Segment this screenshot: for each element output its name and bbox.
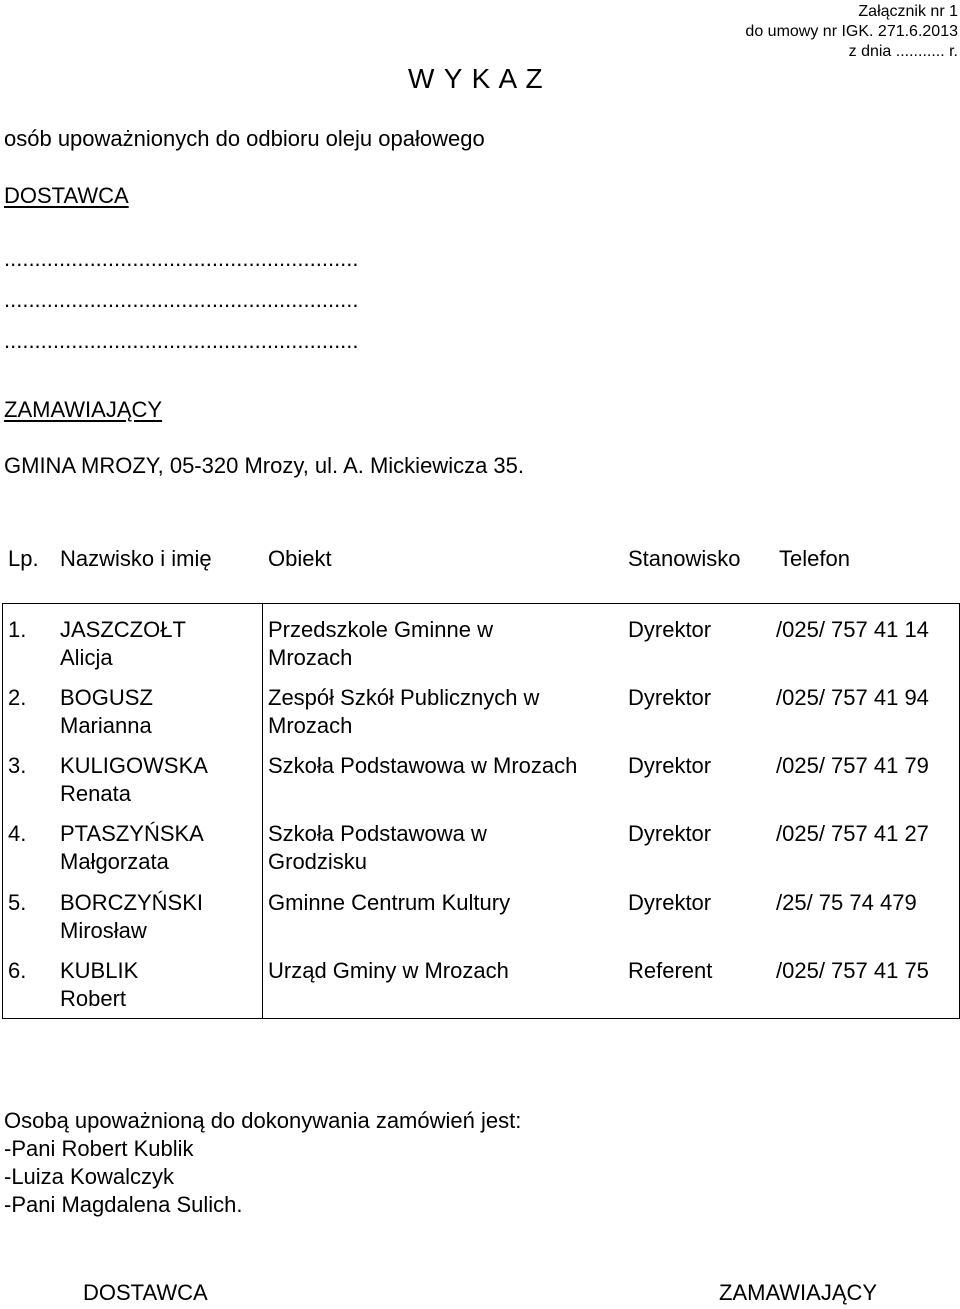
signature-orderer: ZAMAWIAJĄCY <box>719 1280 878 1305</box>
annex-line-3: z dnia ........... r. <box>848 43 958 60</box>
row-lp: 3. <box>8 753 27 778</box>
row-lp: 1. <box>8 617 27 642</box>
row-object: Gminne Centrum Kultury <box>268 890 511 915</box>
header-object: Obiekt <box>268 546 332 571</box>
row-position: Dyrektor <box>628 890 712 915</box>
row-object-cont: Mrozach <box>268 713 353 738</box>
annex-line-2: do umowy nr IGK. 271.6.2013 <box>745 23 958 40</box>
row-phone: /025/ 757 41 14 <box>776 617 929 642</box>
row-surname: JASZCZOŁT <box>60 617 186 642</box>
row-surname: BORCZYŃSKI <box>60 890 204 915</box>
row-object: Urząd Gminy w Mrozach <box>268 958 509 983</box>
row-lp: 6. <box>8 958 27 983</box>
orderer-address: GMINA MROZY, 05-320 Mrozy, ul. A. Mickiewicza 35. <box>4 453 525 478</box>
document-title: W Y K A Z <box>408 63 544 94</box>
row-object: Zespół Szkół Publicznych w <box>268 685 540 710</box>
row-lp: 5. <box>8 890 27 915</box>
orderer-heading: ZAMAWIAJĄCY <box>4 397 163 422</box>
document-subtitle: osób upoważnionych do odbioru oleju opałowego <box>4 126 485 151</box>
authorized-person: -Pani Robert Kublik <box>4 1136 194 1161</box>
table-top-border <box>2 603 960 604</box>
header-name: Nazwisko i imię <box>60 546 212 571</box>
row-position: Dyrektor <box>628 617 712 642</box>
table-bottom-border <box>2 1018 960 1019</box>
row-firstname: Mirosław <box>60 918 147 943</box>
row-position: Dyrektor <box>628 685 712 710</box>
row-surname: KULIGOWSKA <box>60 753 208 778</box>
authorized-heading: Osobą upoważnioną do dokonywania zamówień jest: <box>4 1108 522 1133</box>
row-object-cont: Mrozach <box>268 645 353 670</box>
header-phone: Telefon <box>779 546 850 571</box>
signature-supplier: DOSTAWCA <box>83 1280 208 1305</box>
supplier-line-2: .......................................................... <box>4 287 359 312</box>
row-position: Referent <box>628 958 713 983</box>
supplier-line-3: .......................................................... <box>4 328 359 353</box>
row-position: Dyrektor <box>628 821 712 846</box>
row-phone: /025/ 757 41 94 <box>776 685 929 710</box>
row-surname: KUBLIK <box>60 958 139 983</box>
row-object: Szkoła Podstawowa w Mrozach <box>268 753 578 778</box>
row-lp: 2. <box>8 685 27 710</box>
row-object-cont: Grodzisku <box>268 849 368 874</box>
row-lp: 4. <box>8 821 27 846</box>
row-phone: /025/ 757 41 27 <box>776 821 929 846</box>
row-phone: /025/ 757 41 79 <box>776 753 929 778</box>
table-column-divider <box>262 603 263 1019</box>
row-object: Szkoła Podstawowa w <box>268 821 487 846</box>
header-lp: Lp. <box>8 546 39 571</box>
row-firstname: Renata <box>60 781 131 806</box>
row-firstname: Małgorzata <box>60 849 169 874</box>
row-firstname: Alicja <box>60 645 113 670</box>
row-firstname: Marianna <box>60 713 152 738</box>
annex-line-1: Załącznik nr 1 <box>858 3 958 20</box>
header-position: Stanowisko <box>628 546 741 571</box>
row-surname: BOGUSZ <box>60 685 153 710</box>
row-phone: /025/ 757 41 75 <box>776 958 929 983</box>
row-surname: PTASZYŃSKA <box>60 821 204 846</box>
table-left-border <box>2 603 3 1019</box>
supplier-heading: DOSTAWCA <box>4 183 129 208</box>
row-object: Przedszkole Gminne w <box>268 617 493 642</box>
authorized-person: -Pani Magdalena Sulich. <box>4 1192 243 1217</box>
authorized-person: -Luiza Kowalczyk <box>4 1164 174 1189</box>
supplier-line-1: .......................................................... <box>4 246 359 271</box>
row-position: Dyrektor <box>628 753 712 778</box>
row-phone: /25/ 75 74 479 <box>776 890 917 915</box>
row-firstname: Robert <box>60 986 127 1011</box>
